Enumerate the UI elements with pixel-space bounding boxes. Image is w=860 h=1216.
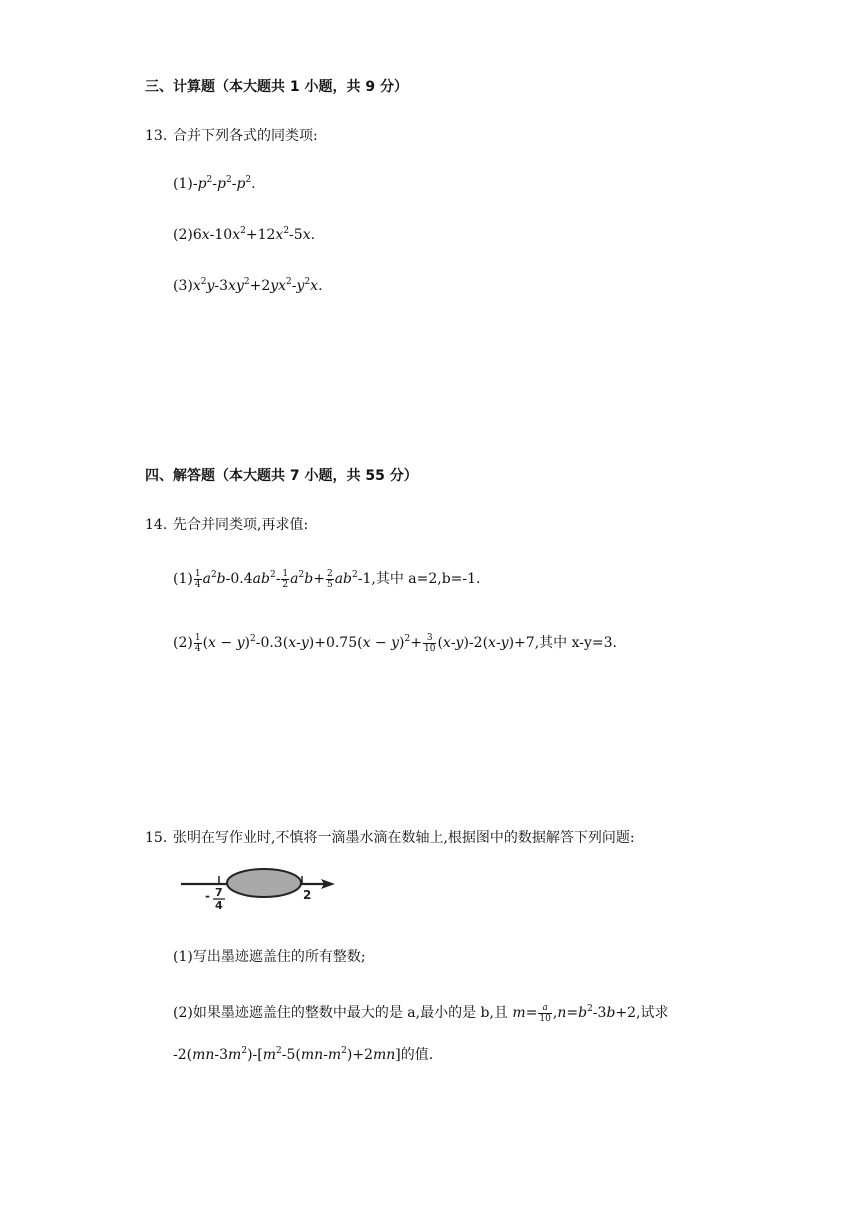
q15-part-2-expression: $-2(mn-3m^2)-[m^2-5(mn-m^2)+2mn]$的值. bbox=[173, 1046, 434, 1063]
q14-item-1: (1) $\frac{1}{4}$ $a^2b-0.4ab^2-$ $\frac{1}{2}$ $a^2b+$ $\frac{2}{5}$ $ab^2-1$,其中 a=2,b=-1. bbox=[173, 568, 481, 590]
section-heading-3: 三、计算题（本大题共 1 小题，共 9 分） bbox=[145, 79, 408, 95]
q13-item-2: $(2)6x-10x^2+12x^2-5x$. bbox=[173, 226, 316, 243]
question-number: 13. bbox=[145, 128, 168, 144]
right-label: 2 bbox=[303, 888, 312, 902]
left-label-denominator: 4 bbox=[215, 899, 223, 912]
q13-item-3: $(3)x^2y-3xy^2+2yx^2-y^2x$. bbox=[173, 277, 323, 294]
q14-item-1-condition: ,其中 a=2,b=-1. bbox=[371, 571, 481, 587]
question-13-prompt bbox=[145, 125, 318, 145]
section-heading-4: 四、解答题（本大题共 7 小题，共 55 分） bbox=[145, 468, 418, 484]
q14-item-2: (2) $\frac{1}{4}$ $(x - y)^2-0.3(x-y)+0.75(x - y)^2+$ $\frac{3}{10}$ (x-y)-2(x-y)+7,其中 x-y=3. bbox=[173, 632, 617, 654]
question-text: 合并下列各式的同类项: bbox=[173, 128, 318, 144]
q14-item-2-condition: ,其中 x-y=3. bbox=[534, 635, 617, 651]
q13-item-1: $(1)-p^2-p^2-p^2$. bbox=[173, 175, 256, 192]
left-label-numerator: 7 bbox=[215, 886, 223, 899]
question-number: 14. bbox=[145, 517, 168, 533]
number-line-figure bbox=[175, 866, 345, 912]
q15-part-1: (1)写出墨迹遮盖住的所有整数; bbox=[173, 949, 366, 965]
q15-part-2: (2)如果墨迹遮盖住的整数中最大的是 a,最小的是 b,且 m= $\frac{a}{10}$ $,n=b^2-3b+2$,试求 bbox=[173, 1002, 669, 1024]
question-text: 张明在写作业时,不慎将一滴墨水滴在数轴上,根据图中的数据解答下列问题: bbox=[173, 830, 635, 846]
ink-blot bbox=[227, 869, 301, 897]
left-label-minus: - bbox=[205, 889, 210, 903]
question-text: 先合并同类项,再求值: bbox=[173, 517, 309, 533]
question-number: 15. bbox=[145, 830, 168, 846]
question-14-prompt bbox=[145, 514, 308, 534]
question-15-prompt bbox=[145, 827, 635, 847]
